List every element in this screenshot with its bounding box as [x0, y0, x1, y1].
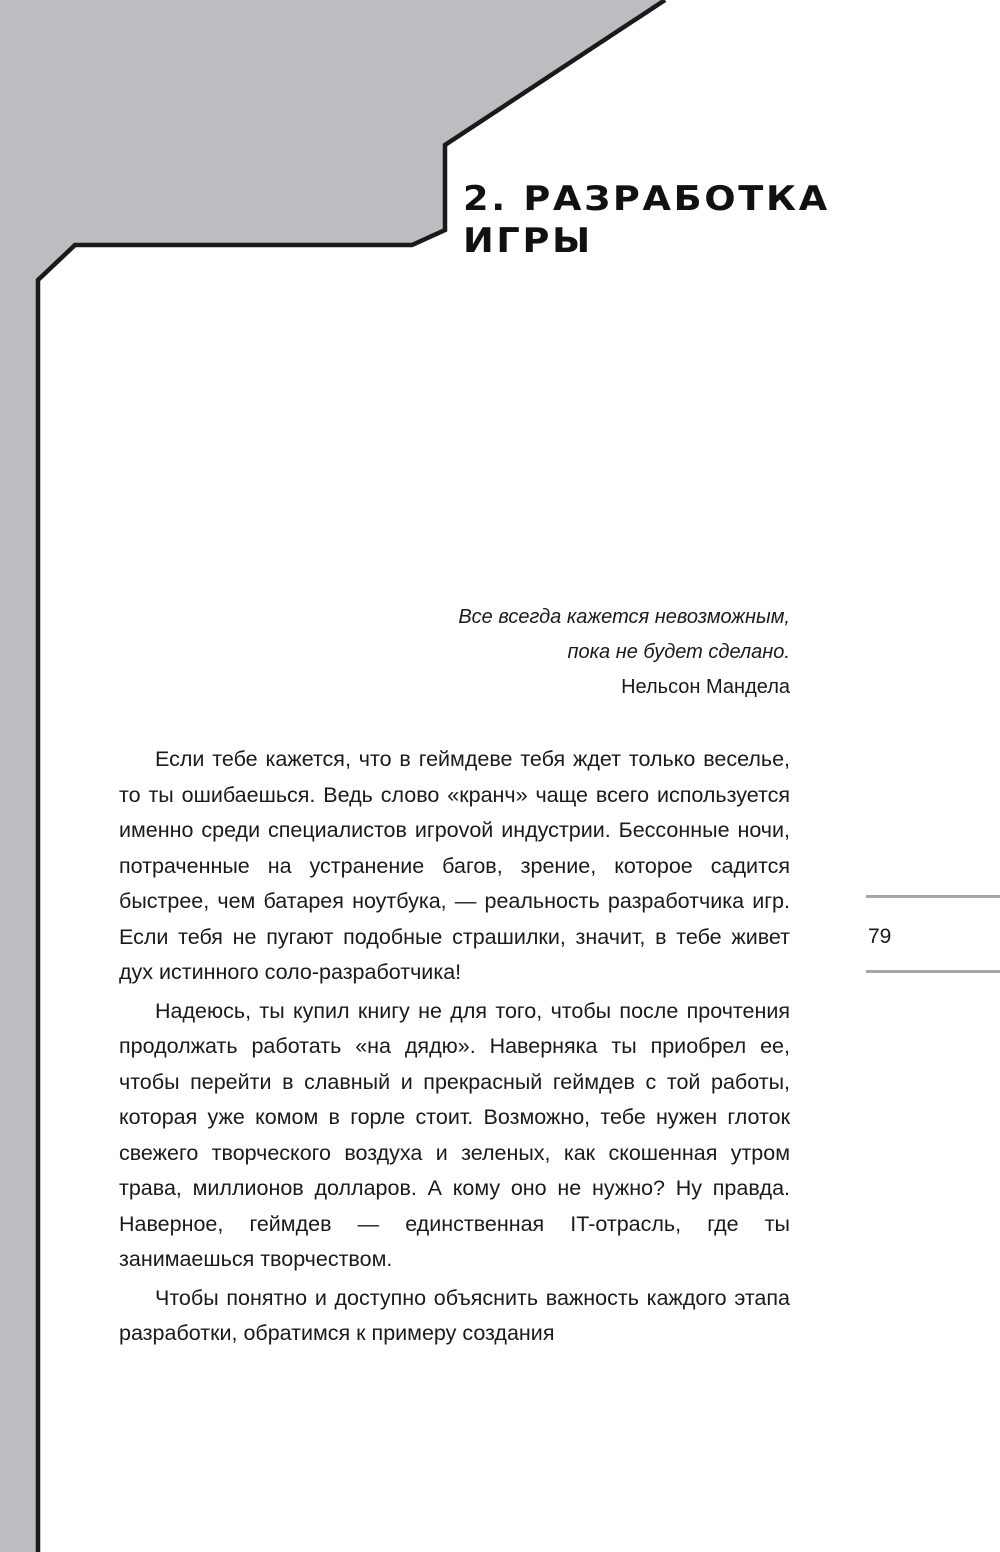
body-text [119, 742, 790, 1352]
paragraph-1: Если тебе кажется, что в геймдеве тебя ждет только веселье, то ты ошибаешься. Ведь слово «кранч» чаще всего используется именно среди специалистов игроvой индустрии. Бессонные ночи, потраченные на устранение багов, зрение, которое садится быстрее, чем батарея ноутбука, — реальность разработчика игр. Если тебя не пугают подобные страшилки, значит, в тебе живет дух истинного соло-разработчика! [119, 747, 790, 984]
epigraph-quote-line-2: пока не будет сделано. [567, 641, 790, 663]
chapter-title [463, 178, 852, 262]
paragraph-2: Надеюсь, ты купил книгу не для того, чтобы после прочтения продолжать работать «на дядю». Наверняка ты приобрел ее, чтобы перейти в славный и прекрасный геймдев с той работы, которая уже комом в горле стоит. Возможно, тебе нужен глоток свежего творческого воздуха и зеленых, как скошенная утром трава, миллионов долларов. А кому оно не нужно? Ну правда. Наверное, геймдев — единственная IT-отрасль, где ты занимаешься творчеством. [119, 998, 790, 1271]
paragraph-3: Чтобы понятно и доступно объяснить важность каждого этапа разработки, обратимся к примеру создания [119, 1285, 790, 1345]
chapter-title-line-1: 2. РАЗРАБОТКА [463, 179, 830, 219]
epigraph [300, 600, 790, 705]
epigraph-author: Нельсон Мандела [621, 676, 790, 698]
epigraph-quote-line-1: Все всегда кажется невозможным, [458, 606, 790, 628]
page-number: 79 [868, 925, 892, 948]
chapter-title-line-2: ИГРЫ [463, 221, 593, 261]
